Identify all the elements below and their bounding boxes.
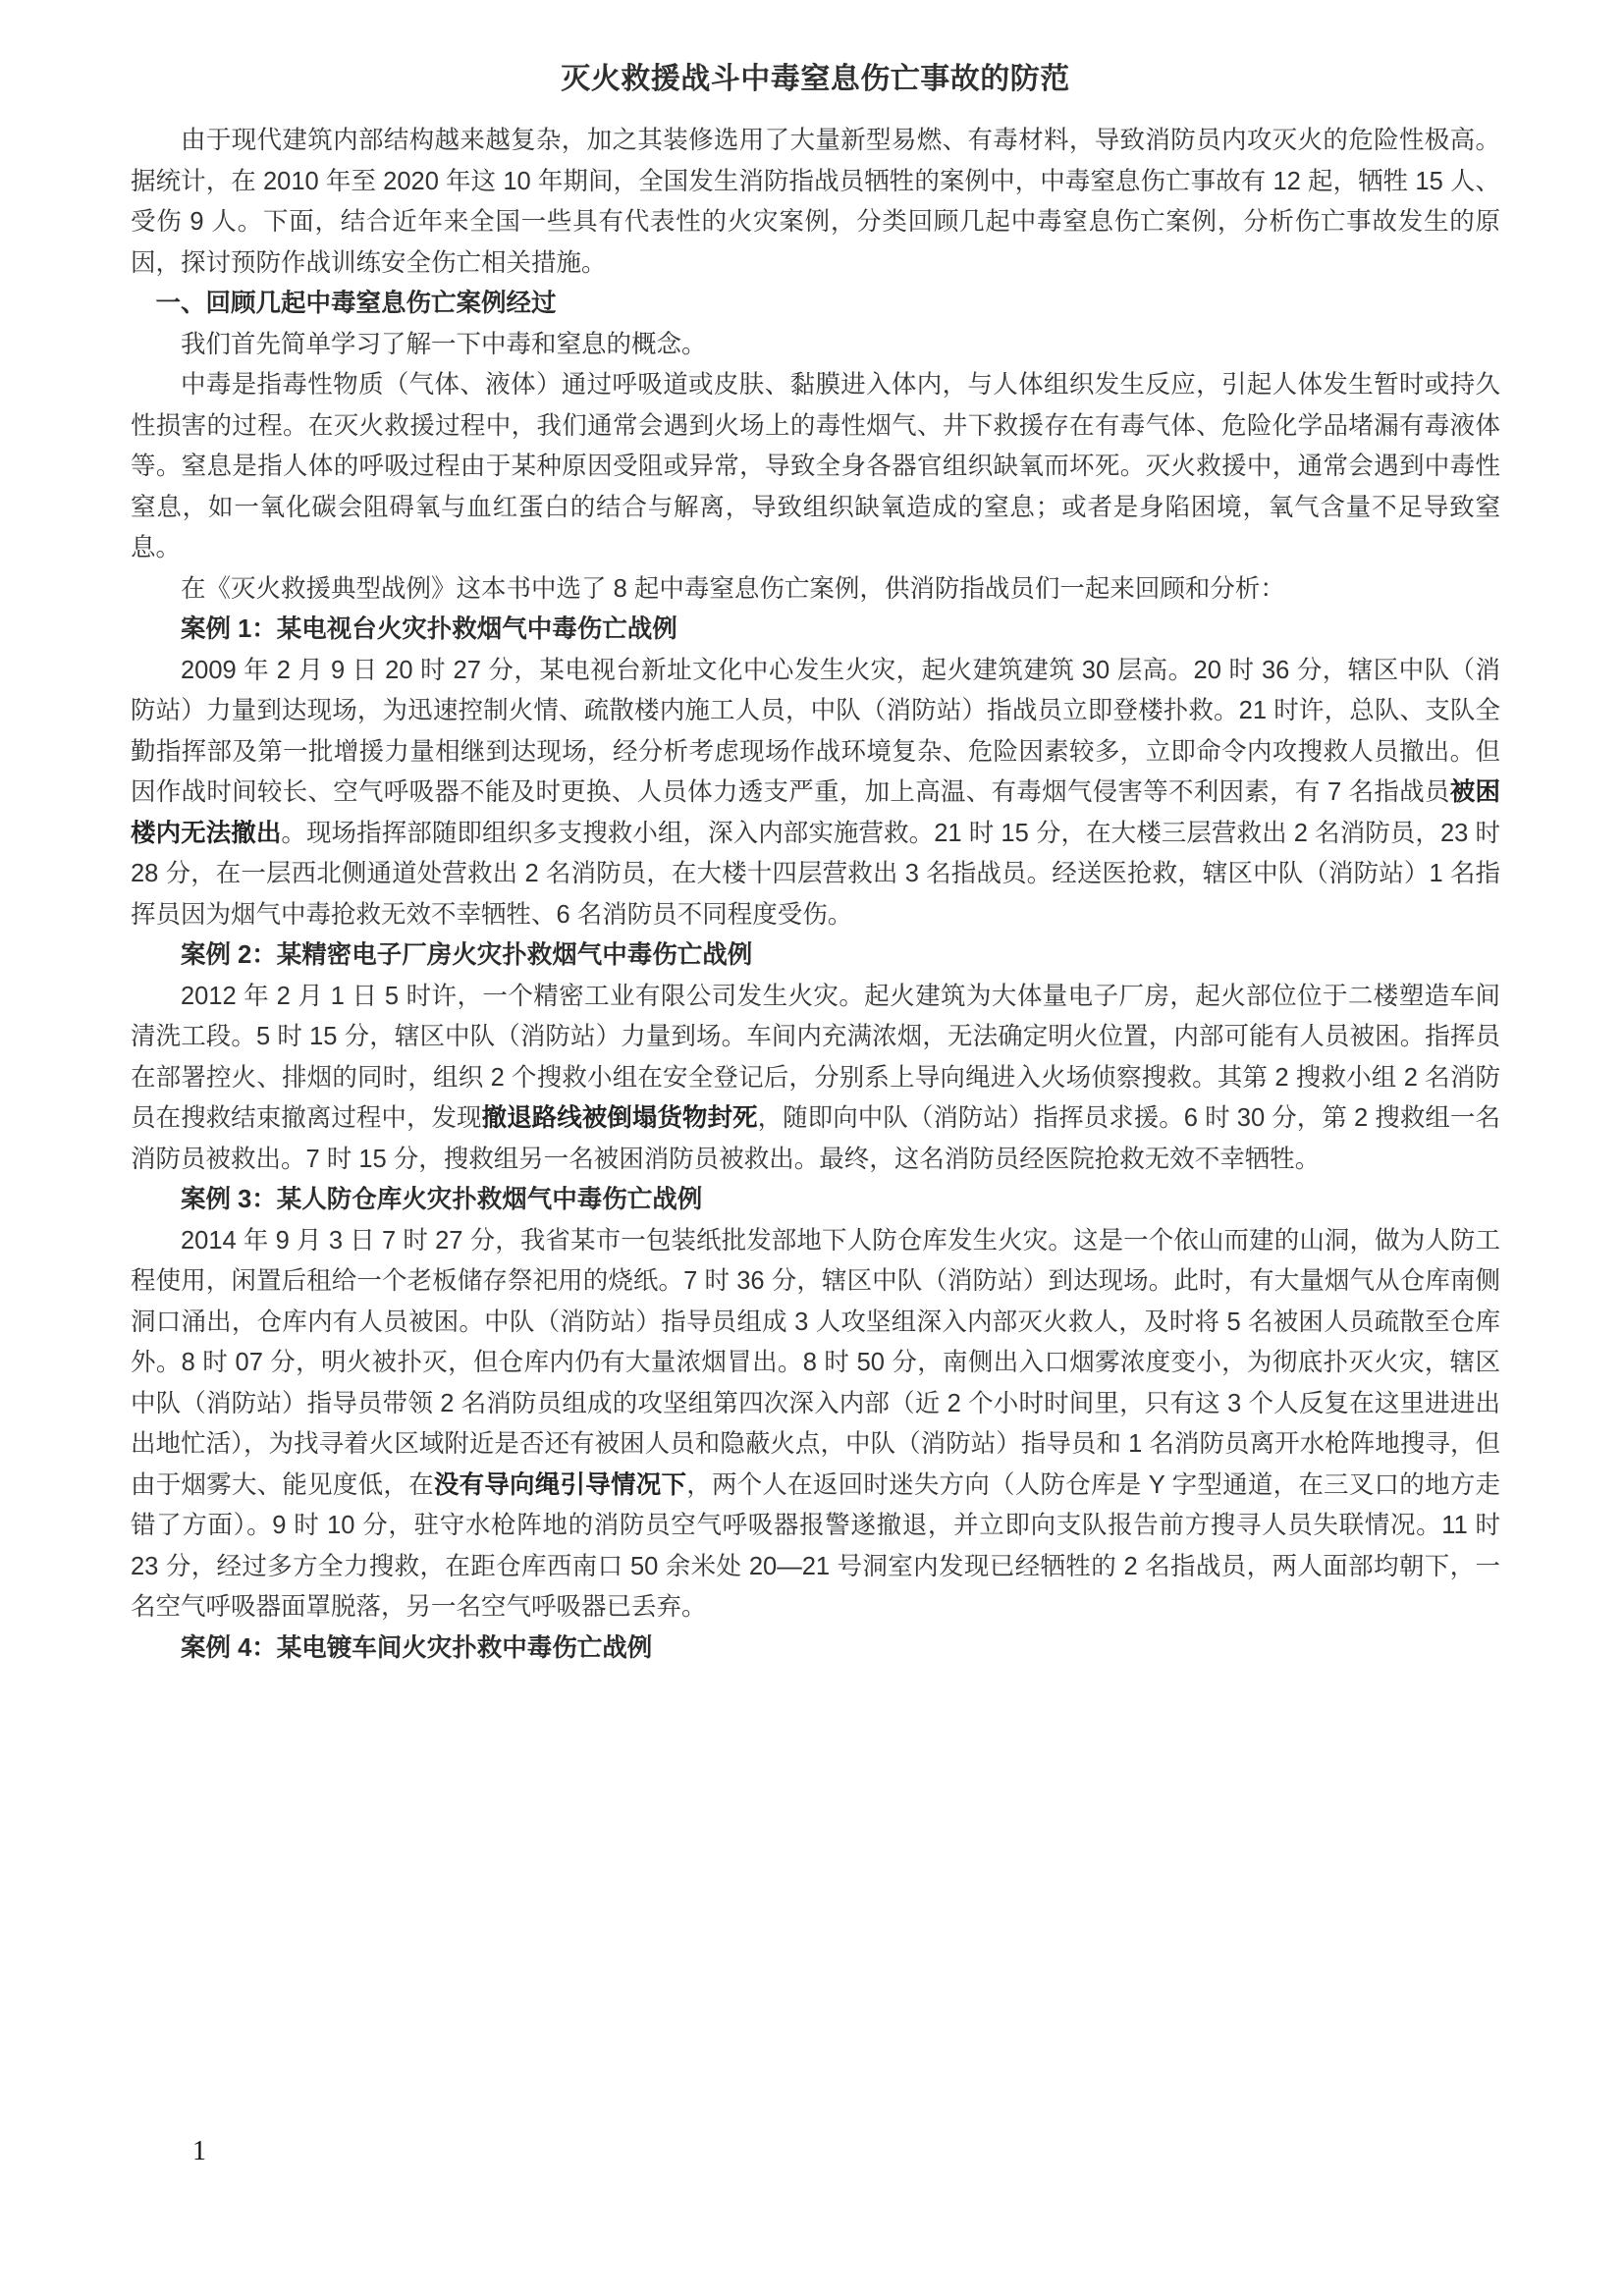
page-title: 灭火救援战斗中毒窒息伤亡事故的防范 <box>561 63 1070 95</box>
page-number: 1 <box>192 2136 206 2166</box>
emphasized-text: 没有导向绳引导情况下 <box>433 1470 687 1499</box>
case-3-body: 2014 年 9 月 3 日 7 时 27 分，我省某市一包装纸批发部地下人防仓库发生火灾。这是一个依山而建的山洞，做为人防工程使用，闲置后租给一个老板储存祭祀用的烧纸。7 时 36 分，辖区中队（消防站）到达现场。此时，有大量烟气从仓库南侧洞口涌出，仓库内有人员被困。中队（消防站）指导员组成 3 人攻坚组深入内部灭火救人，及时将 5 名被困人员疏散至仓库外。8 时 07 分，明火被扑灭，但仓库内仍有大量浓烟冒出。8 时 50 分，南侧出入口烟雾浓度变小，为彻底扑灭火灾，辖区中队（消防站）指导员带领 2 名消防员组成的攻坚组第四次深入内部（近 2 个小时时间里，只有这 3 个人反复在这里进进出出地忙活），为找寻着火区域附近是否还有被困人员和隐蔽火点，中队（消防站）指导员和 1 名消防员离开水枪阵地搜寻，但由于烟雾大、能见度低，在没有导向绳引导情况下，两个人在返回时迷失方向（人防仓库是 Y 字型通道，在三叉口的地方走错了方面）。9 时 10 分，驻守水枪阵地的消防员空气呼吸器报警遂撤退，并立即向支队报告前方搜寻人员失联情况。11 时 23 分，经过多方全力搜救，在距仓库西南口 50 余米处 20—21 号洞室内发现已经牺牲的 2 名指战员，两人面部均朝下，一名空气呼吸器面罩脱落，另一名空气呼吸器已丢弃。 <box>131 1226 1500 1621</box>
paragraph-book-intro: 在《灭火救援典型战例》这本书中选了 8 起中毒窒息伤亡案例，供消防指战员们一起来回顾和分析： <box>181 574 1285 603</box>
document-content <box>131 57 1500 1669</box>
case-2-body: 2012 年 2 月 1 日 5 时许，一个精密工业有限公司发生火灾。起火建筑为大体量电子厂房，起火部位位于二楼塑造车间清洗工段。5 时 15 分，辖区中队（消防站）力量到场。车间内充满浓烟，无法确定明火位置，内部可能有人员被困。指挥员在部署控火、排烟的同时，组织 2 个搜救小组在安全登记后，分别系上导向绳进入火场侦察搜救。其第 2 搜救小组 2 名消防员在搜救结束撤离过程中，发现撤退路线被倒塌货物封死，随即向中队（消防站）指挥员求援。6 时 30 分，第 2 搜救组一名消防员被救出。7 时 15 分，搜救组另一名被困消防员被救出。最终，这名消防员经医院抢救无效不幸牺牲。 <box>131 982 1500 1173</box>
case-2-heading: 案例 2：某精密电子厂房火灾扑救烟气中毒伤亡战例 <box>181 941 753 969</box>
paragraph-concept-intro: 我们首先简单学习了解一下中毒和窒息的概念。 <box>181 330 707 358</box>
case-1-body: 2009 年 2 月 9 日 20 时 27 分，某电视台新址文化中心发生火灾，起火建筑建筑 30 层高。20 时 36 分，辖区中队（消防站）力量到达现场，为迅速控制火情、疏散楼内施工人员，中队（消防站）指战员立即登楼扑救。21 时许，总队、支队全勤指挥部及第一批增援力量相继到达现场，经分析考虑现场作战环境复杂、危险因素较多，立即命令内攻搜救人员撤出。但因作战时间较长、空气呼吸器不能及时更换、人员体力透支严重，加上高温、有毒烟气侵害等不利因素，有 7 名指战员被困楼内无法撤出。现场指挥部随即组织多支搜救小组，深入内部实施营救。21 时 15 分，在大楼三层营救出 2 名消防员，23 时 28 分，在一层西北侧通道处营救出 2 名消防员，在大楼十四层营救出 3 名指战员。经送医抢救，辖区中队（消防站）1 名指挥员因为烟气中毒抢救无效不幸牺牲、6 名消防员不同程度受伤。 <box>131 656 1500 929</box>
emphasized-text: 被困楼内无法撤出 <box>131 778 1500 847</box>
paragraph-concept-body: 中毒是指毒性物质（气体、液体）通过呼吸道或皮肤、黏膜进入体内，与人体组织发生反应，引起人体发生暂时或持久性损害的过程。在灭火救援过程中，我们通常会遇到火场上的毒性烟气、井下救援存在有毒气体、危险化学品堵漏有毒液体等。窒息是指人体的呼吸过程由于某种原因受阻或异常，导致全身各器官组织缺氧而坏死。灭火救援中，通常会遇到中毒性窒息，如一氧化碳会阻碍氧与血红蛋白的结合与解离，导致组织缺氧造成的窒息；或者是身陷困境，氧气含量不足导致窒息。 <box>131 371 1500 561</box>
case-3-heading: 案例 3：某人防仓库火灾扑救烟气中毒伤亡战例 <box>181 1186 703 1213</box>
case-4-heading: 案例 4：某电镀车间火灾扑救中毒伤亡战例 <box>181 1633 653 1662</box>
case-1-heading: 案例 1：某电视台火灾扑救烟气中毒伤亡战例 <box>181 615 677 643</box>
section-heading-1: 一、回顾几起中毒窒息伤亡案例经过 <box>155 290 557 317</box>
paragraph-intro: 由于现代建筑内部结构越来越复杂，加之其装修选用了大量新型易燃、有毒材料，导致消防员内攻灭火的危险性极高。据统计，在 2010 年至 2020 年这 10 年期间，全国发生消防指战员牺牲的案例中，中毒窒息伤亡事故有 12 起，牺牲 15 人、受伤 9 人。下面，结合近年来全国一些具有代表性的火灾案例，分类回顾几起中毒窒息伤亡案例，分析伤亡事故发生的原因，探讨预防作战训练安全伤亡相关措施。 <box>131 127 1500 277</box>
emphasized-text: 撤退路线被倒塌货物封死 <box>481 1104 758 1132</box>
